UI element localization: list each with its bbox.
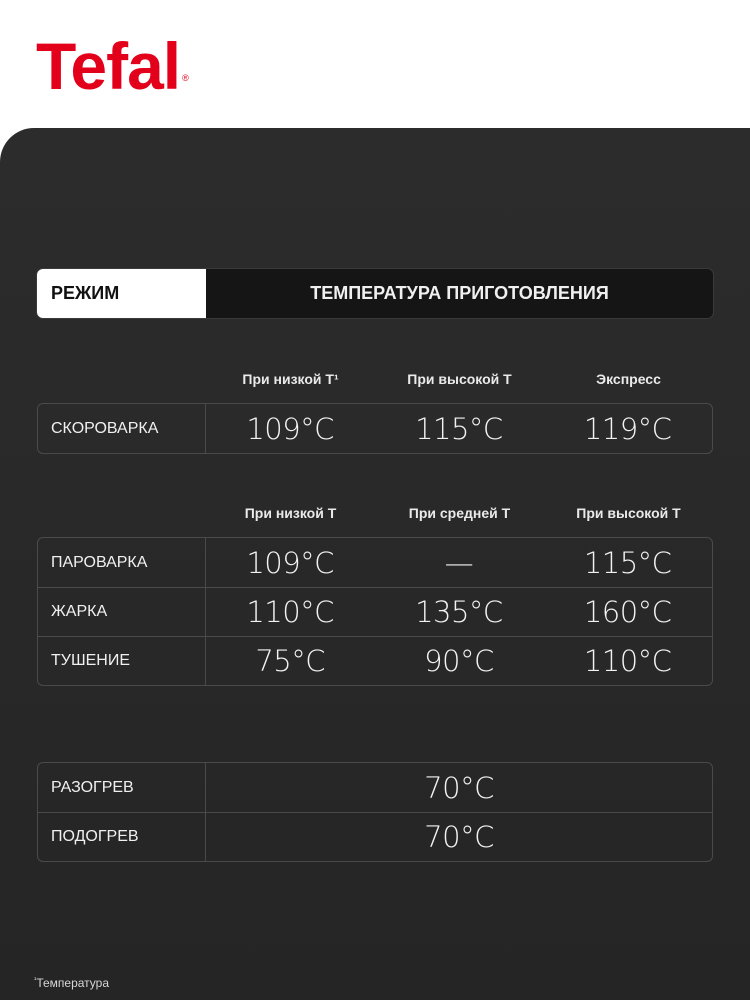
temperature-value: 110°C (246, 595, 334, 629)
temperature-header: ТЕМПЕРАТУРА ПРИГОТОВЛЕНИЯ (206, 269, 713, 318)
section1-column-headers (37, 371, 713, 391)
section2-column-headers (37, 505, 713, 525)
column-header: При низкой Т¹ (242, 371, 339, 387)
footnote-text: Температура (36, 976, 110, 990)
column-header: При высокой Т (407, 371, 512, 387)
footnote (34, 976, 109, 990)
temperature-value: 109°C (246, 545, 334, 580)
table-row (38, 538, 712, 587)
table-header (37, 269, 713, 318)
temperature-value: 70°C (424, 820, 494, 854)
mode-header: РЕЖИМ (37, 269, 206, 318)
row-label: СКОРОВАРКА (38, 404, 206, 453)
row-label: ПАРОВАРКА (38, 538, 206, 587)
registered-mark-icon: ® (182, 73, 188, 83)
column-header: При средней Т (408, 505, 511, 521)
column-header: При низкой Т (244, 505, 337, 521)
column-header: При высокой Т (576, 505, 681, 521)
temperature-value: 119°C (583, 411, 672, 446)
temperature-value: — (444, 545, 474, 580)
temperature-value: 109°C (246, 411, 334, 446)
temperature-value: 90°C (424, 644, 494, 678)
table-row (38, 636, 712, 685)
row-label: ЖАРКА (38, 588, 206, 636)
row-label: ТУШЕНИЕ (38, 637, 206, 685)
temperature-value: 115°C (583, 545, 672, 580)
temperature-value: 135°C (415, 595, 503, 629)
table-row (38, 404, 712, 453)
column-header: Экспресс (596, 371, 661, 387)
modes-table (37, 537, 713, 686)
tefal-logo: Tefal ® (36, 29, 188, 103)
temperature-value: 75°C (255, 644, 325, 678)
warming-table (37, 762, 713, 862)
table-row (38, 587, 712, 636)
pressure-cooker-table (37, 403, 713, 454)
temperature-value: 110°C (583, 644, 672, 678)
temperature-value: 160°C (583, 595, 672, 629)
table-row (38, 763, 712, 812)
row-label: ПОДОГРЕВ (38, 813, 206, 861)
row-label: РАЗОГРЕВ (38, 763, 206, 812)
temperature-value: 70°C (424, 770, 494, 805)
table-row (38, 812, 712, 861)
footnote-marker: ¹ (34, 977, 37, 984)
temperature-value: 115°C (415, 411, 503, 446)
